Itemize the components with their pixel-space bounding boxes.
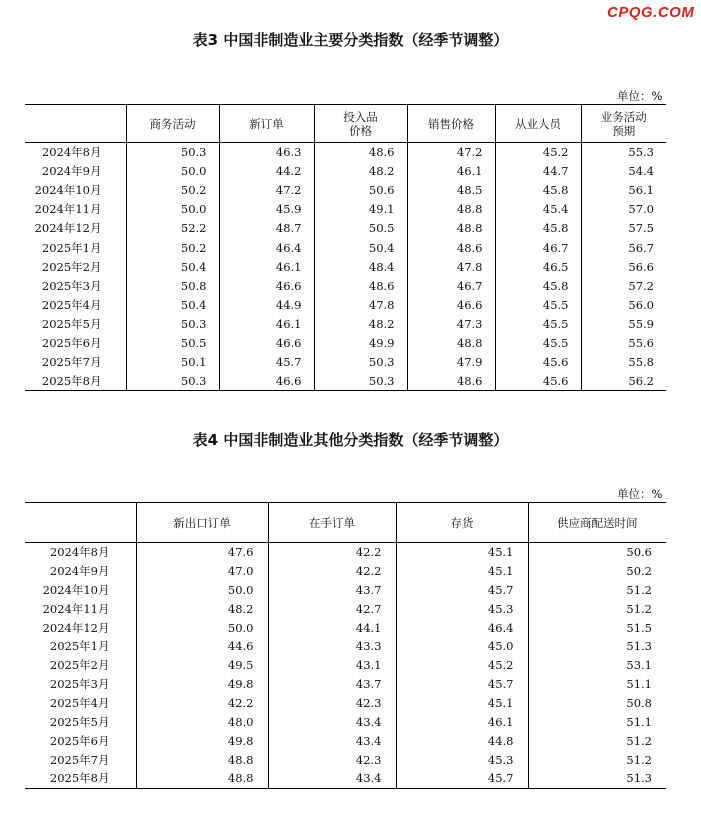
table4-header-row bbox=[25, 503, 666, 543]
table-row bbox=[25, 257, 666, 276]
row-label: 2024年12月 bbox=[34, 221, 102, 236]
table3-col-header-4: 销售价格 bbox=[407, 105, 495, 143]
table-cell: 46.1 bbox=[407, 162, 495, 181]
table-cell: 45.7 bbox=[396, 675, 528, 694]
table4-unit: 单位：% bbox=[617, 487, 663, 501]
table-cell: 44.7 bbox=[495, 162, 581, 181]
table-row bbox=[25, 618, 666, 637]
table-cell: 45.2 bbox=[396, 656, 528, 675]
table-cell: 50.8 bbox=[528, 694, 666, 713]
table-cell: 50.0 bbox=[136, 580, 268, 599]
table-cell: 48.2 bbox=[314, 162, 407, 181]
table3-col-header-1: 商务活动 bbox=[126, 105, 219, 143]
row-label: 2025年5月 bbox=[41, 316, 102, 331]
table-cell: 56.2 bbox=[581, 372, 666, 391]
row-label: 2025年1月 bbox=[41, 240, 102, 255]
table-cell: 51.2 bbox=[528, 599, 666, 618]
table3 bbox=[25, 104, 666, 391]
table-cell: 50.6 bbox=[528, 543, 666, 562]
table-cell: 55.9 bbox=[581, 314, 666, 333]
table-cell: 50.0 bbox=[126, 162, 219, 181]
table-cell: 57.5 bbox=[581, 219, 666, 238]
table3-unit: 单位：% bbox=[617, 89, 663, 103]
table-cell: 48.8 bbox=[136, 769, 268, 788]
table-cell: 48.8 bbox=[407, 200, 495, 219]
table-cell: 48.7 bbox=[219, 219, 314, 238]
table3-col-header-5: 从业人员 bbox=[495, 105, 581, 143]
row-label: 2025年2月 bbox=[41, 259, 102, 274]
table-cell: 43.4 bbox=[268, 731, 396, 750]
table-cell: 47.2 bbox=[407, 143, 495, 162]
table-row bbox=[25, 353, 666, 372]
table3-header bbox=[25, 105, 666, 143]
table3-col-header-6: 业务活动 预期 bbox=[581, 105, 666, 143]
table-cell: 50.0 bbox=[126, 200, 219, 219]
table-cell: 45.1 bbox=[396, 543, 528, 562]
row-label: 2024年11月 bbox=[42, 601, 110, 616]
row-label: 2025年4月 bbox=[41, 297, 102, 312]
row-label: 2024年9月 bbox=[41, 164, 102, 179]
table3-header-row bbox=[25, 105, 666, 143]
table-cell: 42.3 bbox=[268, 750, 396, 769]
table-cell: 51.1 bbox=[528, 713, 666, 732]
table-row bbox=[25, 694, 666, 713]
table-cell: 48.8 bbox=[407, 333, 495, 352]
table-cell: 46.4 bbox=[396, 618, 528, 637]
table-cell: 49.9 bbox=[314, 333, 407, 352]
row-label: 2024年8月 bbox=[41, 145, 102, 160]
row-label: 2024年8月 bbox=[49, 545, 110, 560]
table-cell: 48.6 bbox=[407, 372, 495, 391]
table-cell: 46.7 bbox=[495, 238, 581, 257]
table-cell: 43.1 bbox=[268, 656, 396, 675]
table-cell: 49.8 bbox=[136, 731, 268, 750]
table-cell: 45.0 bbox=[396, 637, 528, 656]
table-cell: 47.2 bbox=[219, 181, 314, 200]
row-label: 2025年8月 bbox=[41, 373, 102, 388]
table-cell: 48.6 bbox=[314, 276, 407, 295]
table-cell: 51.1 bbox=[528, 675, 666, 694]
table-cell: 52.2 bbox=[126, 219, 219, 238]
table-cell: 48.4 bbox=[314, 257, 407, 276]
table-cell: 45.8 bbox=[495, 181, 581, 200]
table-cell: 48.2 bbox=[136, 599, 268, 618]
row-label: 2024年9月 bbox=[49, 563, 110, 578]
table3-body bbox=[25, 143, 666, 391]
table-row bbox=[25, 769, 666, 788]
table-cell: 47.8 bbox=[407, 257, 495, 276]
table-row bbox=[25, 656, 666, 675]
table-cell: 49.1 bbox=[314, 200, 407, 219]
table-cell: 46.6 bbox=[219, 276, 314, 295]
table-row bbox=[25, 372, 666, 391]
table-cell: 46.5 bbox=[495, 257, 581, 276]
table-cell: 43.4 bbox=[268, 713, 396, 732]
table-cell: 45.5 bbox=[495, 333, 581, 352]
table-cell: 42.2 bbox=[268, 543, 396, 562]
table-cell: 48.6 bbox=[314, 143, 407, 162]
table-cell: 55.8 bbox=[581, 353, 666, 372]
table-cell: 48.8 bbox=[136, 750, 268, 769]
table-cell: 46.6 bbox=[407, 295, 495, 314]
table-cell: 45.1 bbox=[396, 561, 528, 580]
table-cell: 42.7 bbox=[268, 599, 396, 618]
table-cell: 50.1 bbox=[126, 353, 219, 372]
table-cell: 43.3 bbox=[268, 637, 396, 656]
table-row bbox=[25, 143, 666, 162]
table-cell: 51.2 bbox=[528, 580, 666, 599]
table-cell: 45.8 bbox=[495, 219, 581, 238]
table-row bbox=[25, 238, 666, 257]
table-cell: 44.2 bbox=[219, 162, 314, 181]
table-cell: 48.2 bbox=[314, 314, 407, 333]
table-cell: 45.1 bbox=[396, 694, 528, 713]
row-label: 2025年6月 bbox=[41, 335, 102, 350]
table4-col-header-4: 供应商配送时间 bbox=[528, 503, 666, 543]
table-cell: 49.5 bbox=[136, 656, 268, 675]
row-label: 2025年3月 bbox=[41, 278, 102, 293]
table-cell: 56.7 bbox=[581, 238, 666, 257]
table-cell: 45.2 bbox=[495, 143, 581, 162]
table-row bbox=[25, 543, 666, 562]
table-cell: 51.2 bbox=[528, 731, 666, 750]
table4-header bbox=[25, 503, 666, 543]
table-row bbox=[25, 675, 666, 694]
table-cell: 45.8 bbox=[495, 276, 581, 295]
table-cell: 42.3 bbox=[268, 694, 396, 713]
table-cell: 47.8 bbox=[314, 295, 407, 314]
table-row bbox=[25, 713, 666, 732]
table-row bbox=[25, 561, 666, 580]
row-label: 2025年7月 bbox=[49, 752, 110, 767]
table-cell: 57.2 bbox=[581, 276, 666, 295]
table-cell: 51.5 bbox=[528, 618, 666, 637]
table-cell: 51.3 bbox=[528, 637, 666, 656]
table-cell: 49.8 bbox=[136, 675, 268, 694]
table-cell: 50.2 bbox=[126, 238, 219, 257]
row-label: 2025年8月 bbox=[49, 771, 110, 786]
table-cell: 50.5 bbox=[314, 219, 407, 238]
table-cell: 46.4 bbox=[219, 238, 314, 257]
table-cell: 50.6 bbox=[314, 181, 407, 200]
table-cell: 46.6 bbox=[219, 372, 314, 391]
table-row bbox=[25, 314, 666, 333]
table4-col-header-0 bbox=[25, 503, 136, 543]
table-cell: 56.6 bbox=[581, 257, 666, 276]
table-row bbox=[25, 200, 666, 219]
table-cell: 46.3 bbox=[219, 143, 314, 162]
row-label: 2025年7月 bbox=[41, 355, 102, 370]
table-cell: 46.1 bbox=[219, 314, 314, 333]
table-cell: 50.2 bbox=[528, 561, 666, 580]
table-cell: 46.1 bbox=[219, 257, 314, 276]
row-label: 2024年11月 bbox=[34, 202, 102, 217]
table-cell: 43.7 bbox=[268, 580, 396, 599]
table4-title: 表4 中国非制造业其他分类指数（经季节调整） bbox=[192, 431, 509, 449]
table-cell: 56.0 bbox=[581, 295, 666, 314]
table-cell: 50.2 bbox=[126, 181, 219, 200]
table-cell: 50.3 bbox=[126, 372, 219, 391]
table-cell: 51.3 bbox=[528, 769, 666, 788]
table-cell: 50.5 bbox=[126, 333, 219, 352]
table4-col-header-1: 新出口订单 bbox=[136, 503, 268, 543]
table-cell: 42.2 bbox=[268, 561, 396, 580]
table-cell: 47.3 bbox=[407, 314, 495, 333]
table-row bbox=[25, 295, 666, 314]
row-label: 2025年5月 bbox=[49, 714, 110, 729]
table-row bbox=[25, 162, 666, 181]
table-cell: 50.3 bbox=[314, 353, 407, 372]
table-cell: 43.4 bbox=[268, 769, 396, 788]
table4-body bbox=[25, 543, 666, 789]
table-cell: 45.7 bbox=[219, 353, 314, 372]
table-cell: 44.8 bbox=[396, 731, 528, 750]
table-row bbox=[25, 181, 666, 200]
table-cell: 50.4 bbox=[126, 257, 219, 276]
row-label: 2024年10月 bbox=[42, 582, 110, 597]
table-cell: 45.6 bbox=[495, 372, 581, 391]
table-cell: 50.3 bbox=[126, 314, 219, 333]
table-cell: 44.1 bbox=[268, 618, 396, 637]
table-cell: 54.4 bbox=[581, 162, 666, 181]
row-label: 2025年2月 bbox=[49, 658, 110, 673]
table-cell: 57.0 bbox=[581, 200, 666, 219]
table-cell: 45.5 bbox=[495, 295, 581, 314]
table3-col-header-3: 投入品 价格 bbox=[314, 105, 407, 143]
table3-title: 表3 中国非制造业主要分类指数（经季节调整） bbox=[192, 31, 509, 49]
table-cell: 45.6 bbox=[495, 353, 581, 372]
table-cell: 48.8 bbox=[407, 219, 495, 238]
table-cell: 45.4 bbox=[495, 200, 581, 219]
table-cell: 44.9 bbox=[219, 295, 314, 314]
table-cell: 48.6 bbox=[407, 238, 495, 257]
table-cell: 56.1 bbox=[581, 181, 666, 200]
table-cell: 47.9 bbox=[407, 353, 495, 372]
table-cell: 45.7 bbox=[396, 769, 528, 788]
row-label: 2025年4月 bbox=[49, 696, 110, 711]
table-cell: 45.3 bbox=[396, 599, 528, 618]
table-row bbox=[25, 750, 666, 769]
table-cell: 50.3 bbox=[314, 372, 407, 391]
table-cell: 45.9 bbox=[219, 200, 314, 219]
watermark-logo: CPQG.COM bbox=[607, 4, 695, 21]
table-cell: 55.6 bbox=[581, 333, 666, 352]
table-cell: 50.4 bbox=[126, 295, 219, 314]
table-cell: 42.2 bbox=[136, 694, 268, 713]
table-row bbox=[25, 580, 666, 599]
row-label: 2025年1月 bbox=[49, 639, 110, 654]
table4 bbox=[25, 502, 666, 789]
table-cell: 55.3 bbox=[581, 143, 666, 162]
table-cell: 50.4 bbox=[314, 238, 407, 257]
table-row bbox=[25, 599, 666, 618]
table-cell: 43.7 bbox=[268, 675, 396, 694]
row-label: 2025年6月 bbox=[49, 733, 110, 748]
table-cell: 50.3 bbox=[126, 143, 219, 162]
table4-col-header-3: 存货 bbox=[396, 503, 528, 543]
table-cell: 50.0 bbox=[136, 618, 268, 637]
table-cell: 45.7 bbox=[396, 580, 528, 599]
table-cell: 46.1 bbox=[396, 713, 528, 732]
table-cell: 53.1 bbox=[528, 656, 666, 675]
table-row bbox=[25, 333, 666, 352]
table-cell: 46.6 bbox=[219, 333, 314, 352]
table-cell: 47.0 bbox=[136, 561, 268, 580]
table-cell: 44.6 bbox=[136, 637, 268, 656]
table-cell: 51.2 bbox=[528, 750, 666, 769]
table4-col-header-2: 在手订单 bbox=[268, 503, 396, 543]
table-cell: 48.5 bbox=[407, 181, 495, 200]
table-cell: 46.7 bbox=[407, 276, 495, 295]
row-label: 2024年10月 bbox=[34, 183, 102, 198]
table3-col-header-0 bbox=[25, 105, 126, 143]
row-label: 2024年12月 bbox=[42, 620, 110, 635]
table-cell: 48.0 bbox=[136, 713, 268, 732]
table-cell: 50.8 bbox=[126, 276, 219, 295]
table-row bbox=[25, 219, 666, 238]
row-label: 2025年3月 bbox=[49, 677, 110, 692]
table-cell: 45.5 bbox=[495, 314, 581, 333]
table3-col-header-2: 新订单 bbox=[219, 105, 314, 143]
table-row bbox=[25, 637, 666, 656]
table-row bbox=[25, 731, 666, 750]
table-cell: 45.3 bbox=[396, 750, 528, 769]
table-cell: 47.6 bbox=[136, 543, 268, 562]
table-row bbox=[25, 276, 666, 295]
